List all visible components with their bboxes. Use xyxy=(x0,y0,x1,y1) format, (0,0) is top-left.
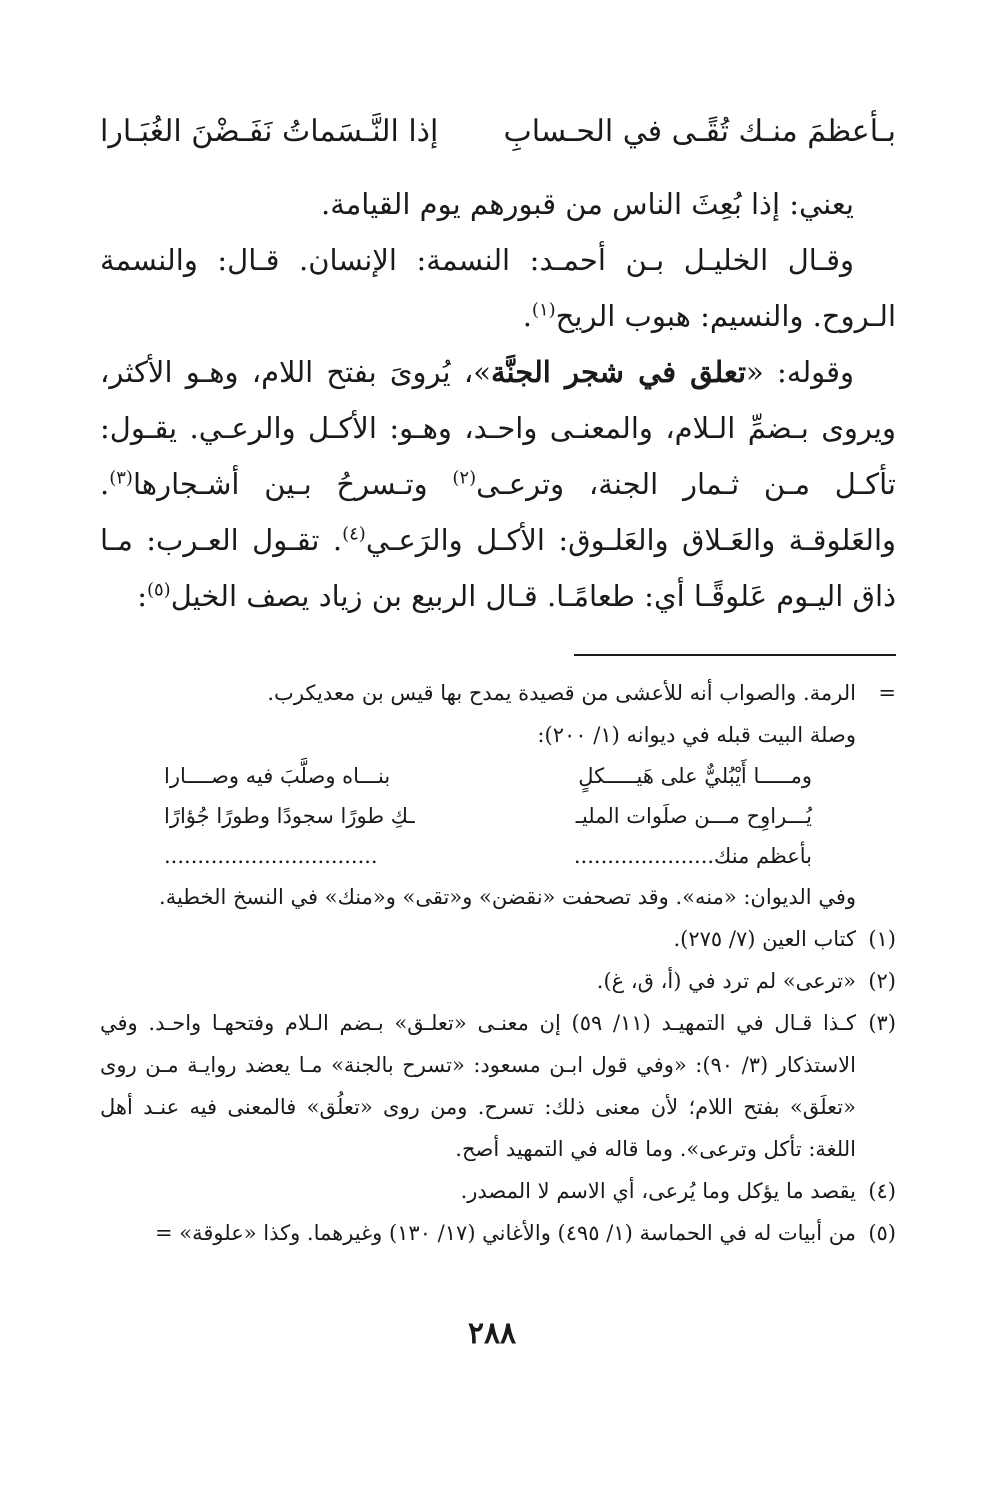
verse-hemistich-first: بـأعظمَ منـك تُقًـى في الحـسابِ xyxy=(503,114,896,149)
footnote-ref-4[interactable]: (٤) xyxy=(342,523,366,545)
paragraph-3-part-a: »، يُروىَ بفتح اللام، وهـو الأكثر، ويروى بـضمِّ الـلام، والمعنـى واحـد، وهـو: الأكـل والرعـي. يقـول: تأكـل مـن ثـمار الجنة، وترعـى xyxy=(100,355,896,501)
poem-verse xyxy=(100,104,896,160)
paragraph-2-text: وقـال الخليـل بـن أحمـد: النسمة: الإنسان. قـال: والنسمة الـروح. والنسيم: هبوب الريح xyxy=(100,243,896,333)
footnote-text: كتاب العين (٧/ ٢٧٥). xyxy=(673,927,856,951)
footnote-mark: (٢) xyxy=(868,969,896,993)
quoted-verse-row xyxy=(100,796,896,836)
footnote-continuation xyxy=(100,672,896,714)
main-body xyxy=(100,176,896,624)
paragraph-3-quote: تعلق في شجر الجنَّة xyxy=(490,355,747,389)
paragraph-3-start: وقوله: « xyxy=(746,355,855,389)
footnote-ref-3[interactable]: (٣) xyxy=(109,467,133,489)
footnote-4 xyxy=(100,1170,896,1212)
verse-left: ـكِ طورًا سجودًا وطورًا جُؤارًا xyxy=(164,804,415,828)
footnote-text: يقصد ما يؤكل وما يُرعى، أي الاسم لا المصدر. xyxy=(460,1179,856,1203)
footnote-1 xyxy=(100,918,896,960)
paragraph-3-part-d: . تقـول العـرب: مـا ذاق اليـوم عَلوقًـا أي: طعامًـا. قـال الربيع بن زياد يصف الخيل xyxy=(100,523,896,613)
quoted-verse-row xyxy=(100,836,896,876)
quoted-verse-row xyxy=(100,756,896,796)
footnote-separator xyxy=(574,654,896,656)
paragraph-3-part-c: . والعَلوقـة والعَـلاق والعَلـوق: الأكـل والرَعـي xyxy=(100,467,897,557)
footnote-ref-5[interactable]: (٥) xyxy=(146,579,171,601)
footnote-ref-1[interactable]: (١) xyxy=(531,299,556,321)
footnote-mark: (٥) xyxy=(868,1221,896,1245)
continuation-mark: = xyxy=(878,681,896,705)
verse-left: بنـــاه وصلَّبَ فيه وصــــارا xyxy=(164,764,391,788)
footnote-mark: (٤) xyxy=(868,1179,896,1203)
verse-right: ومـــــا أَيْبُليٌّ على هَيـــــكلٍ xyxy=(578,764,812,788)
paragraph-3-end: : xyxy=(137,579,147,613)
footnote-ref-2[interactable]: (٢) xyxy=(452,467,477,489)
verse-right: بأعظم منك..................... xyxy=(573,844,812,868)
footnote-3 xyxy=(100,1002,896,1170)
footnotes xyxy=(100,672,896,1254)
footnote-mark: (٣) xyxy=(868,1011,896,1035)
continuation-line-2: وصلة البيت قبله في ديوانه (١/ ٢٠٠): xyxy=(537,723,856,747)
continuation-line-3: وفي الديوان: «منه». وقد تصحفت «نقضن» و«تقى» و«منك» في النسخ الخطية. xyxy=(159,885,856,909)
footnote-mark: (١) xyxy=(868,927,896,951)
paragraph-2 xyxy=(100,232,896,344)
paragraph-2-end: . xyxy=(522,299,532,333)
footnote-text: كـذا قـال في التمهيـد (١١/ ٥٩) إن معنـى «تعلـق» بـضم الـلام وفتحهـا واحـد. وفي الاستذكار (٣/ ٩٠): «وفي قول ابـن مسعود: «تسرح بالجنة» مـا يعضد روايـة مـن روى «تعلَق» بفتح اللام؛ لأن معنى ذلك: تسرح. ومن روى «تعلُق» فالمعنى فيه عنـد أهل اللغة: تأكل وترعى». وما قاله في التمهيد أصح. xyxy=(100,1011,856,1161)
paragraph-3 xyxy=(100,344,896,624)
page-number: ٢٨٨ xyxy=(467,1316,517,1351)
paragraph-1: يعني: إذا بُعِثَ الناس من قبورهم يوم القيامة. xyxy=(321,187,854,221)
footnote-text: «ترعى» لم ترد في (أ، ق، غ). xyxy=(596,969,856,993)
footnote-5 xyxy=(100,1212,896,1254)
verse-right: يُـــراوِح مـــن صلَوات المليـ xyxy=(575,804,812,828)
continuation-line-1: الرمة. والصواب أنه للأعشى من قصيدة يمدح بها قيس بن معديكرب. xyxy=(267,681,856,705)
verse-left: ................................ xyxy=(164,844,378,868)
footnote-text: من أبيات له في الحماسة (١/ ٤٩٥) والأغاني (١٧/ ١٣٠) وغيرهما. وكذا «علوقة» = xyxy=(154,1221,856,1245)
verse-hemistich-second: إذا النَّـسَماتُ نَفَـضْنَ الغُبَـارا xyxy=(100,114,439,149)
paragraph-3-part-b: وتـسرحُ بـين أشـجارها xyxy=(132,467,453,501)
footnote-2 xyxy=(100,960,896,1002)
